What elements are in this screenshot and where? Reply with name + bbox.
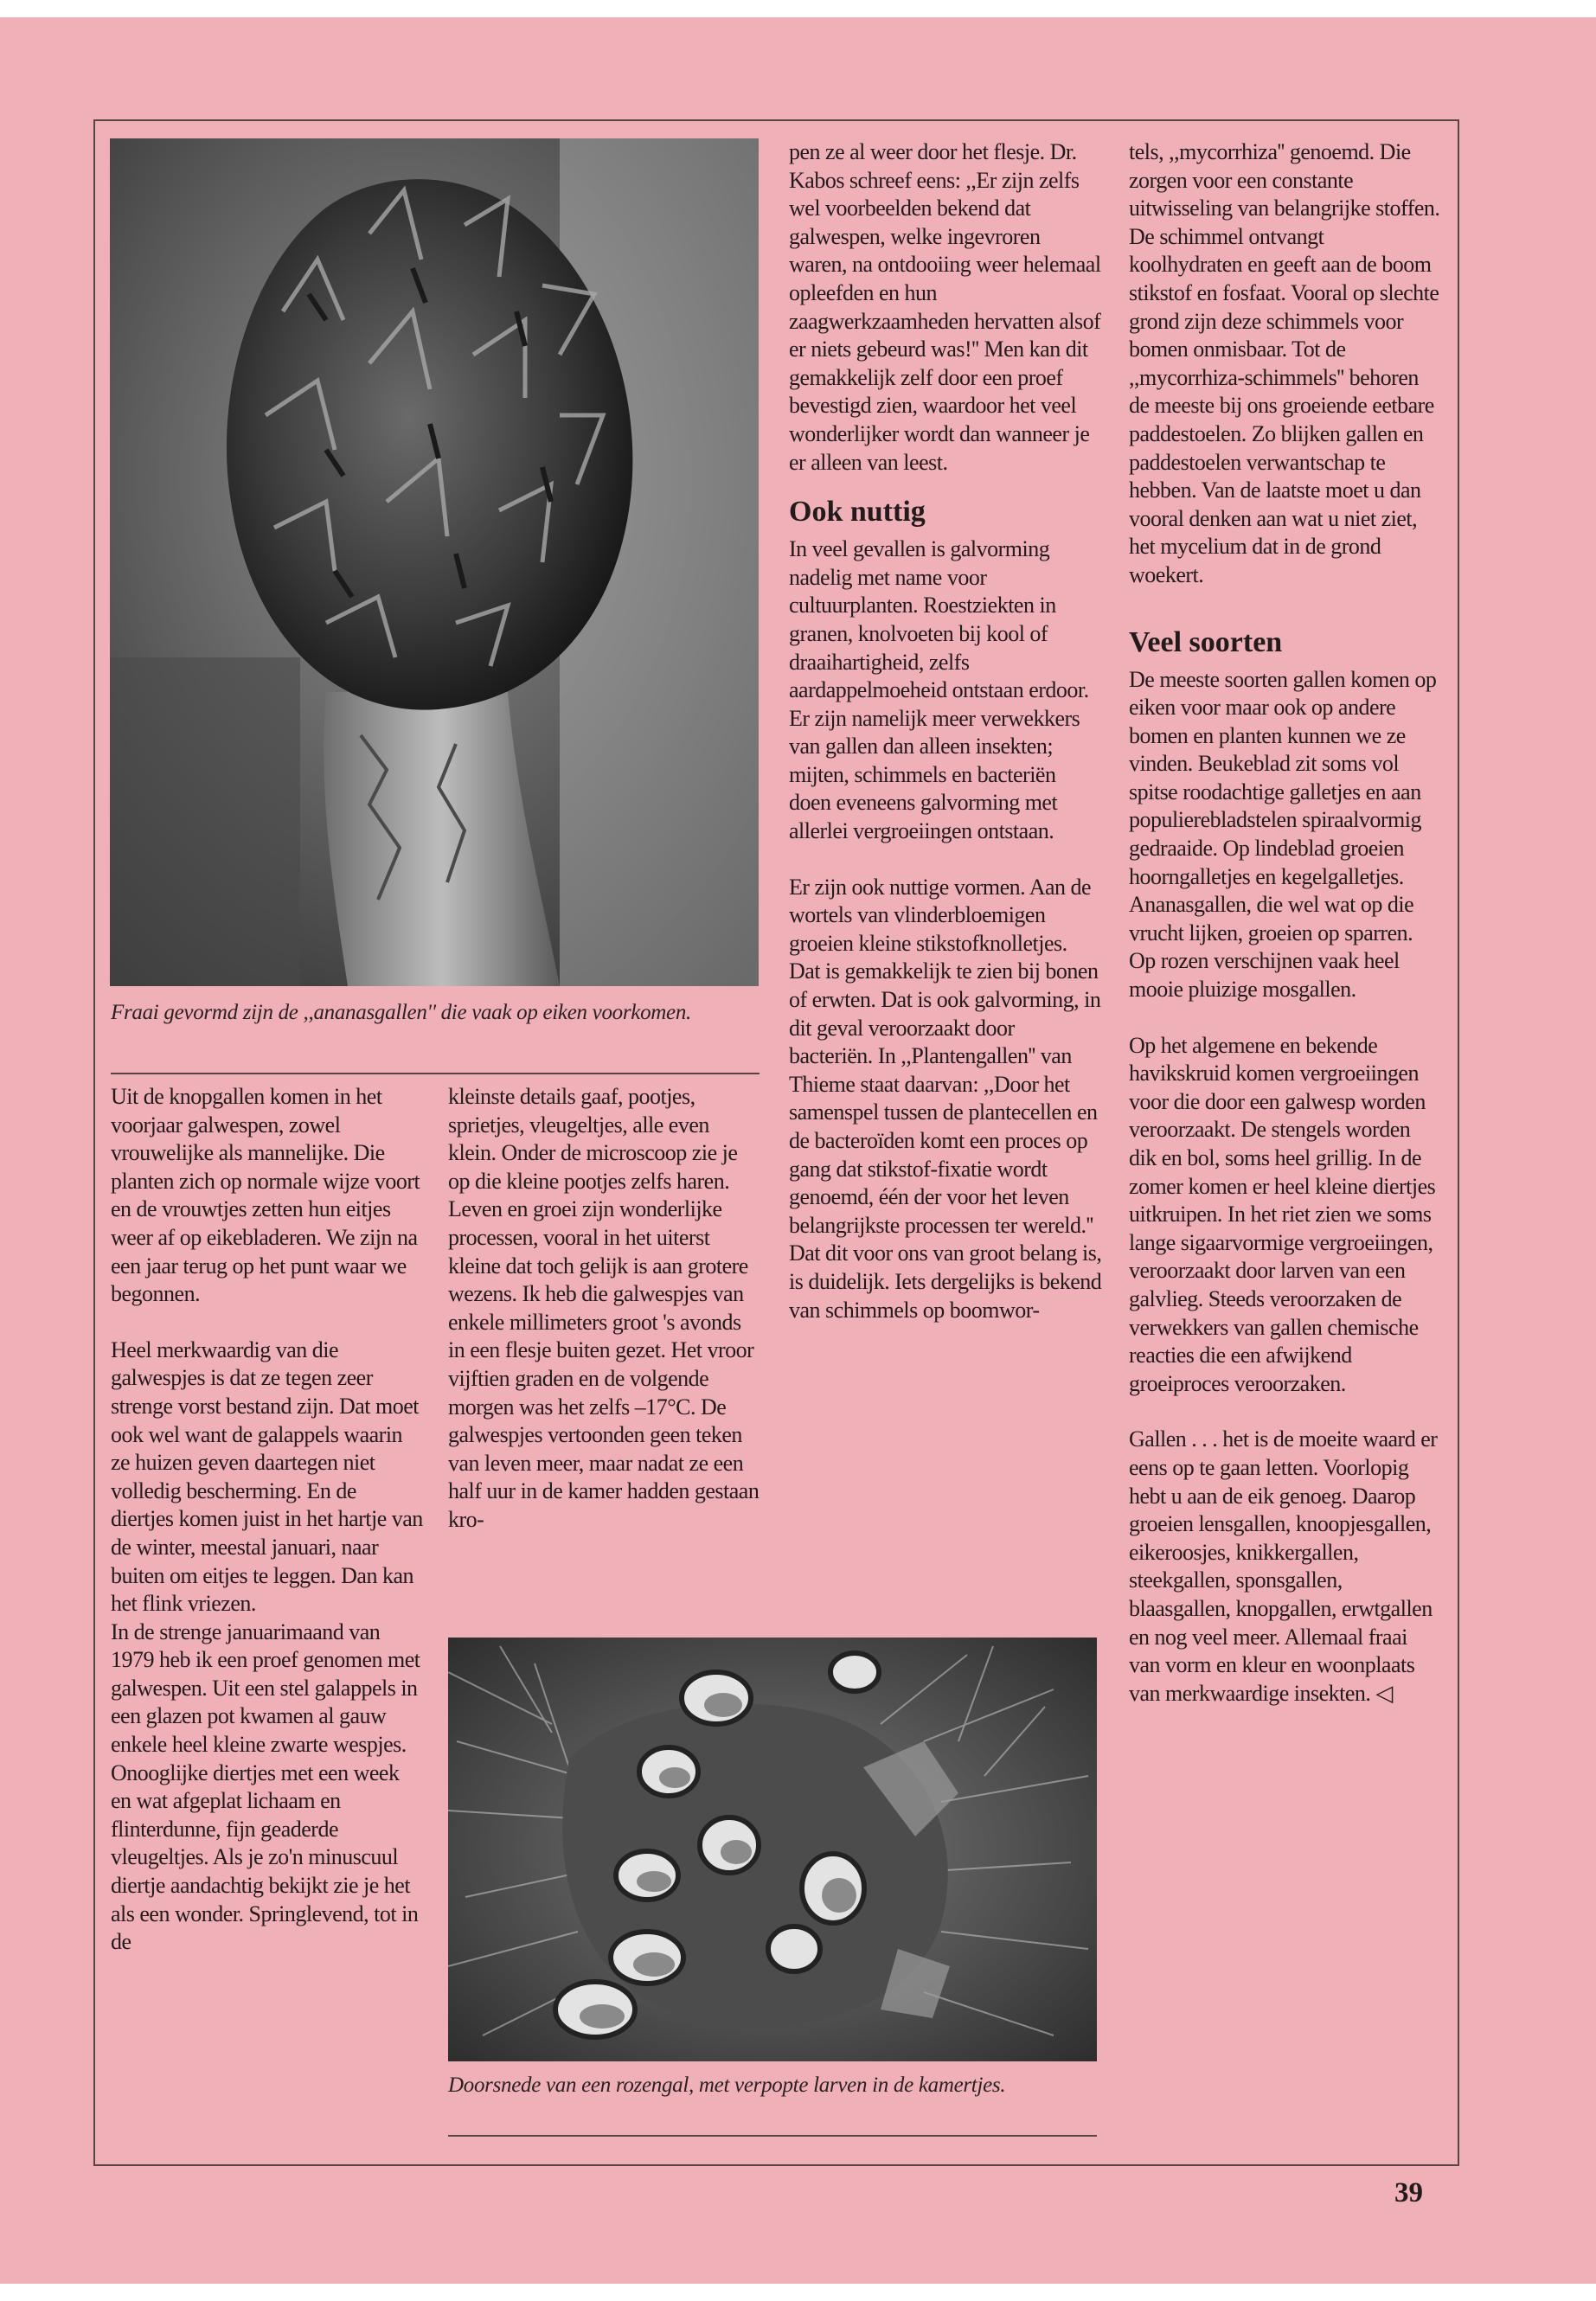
rose-gall-photo	[448, 1638, 1097, 2061]
column-3-paragraph-3: Er zijn ook nuttige vormen. Aan de wortels van vlinderbloemigen groeien kleine stikstofknolletjes. Dat is gemakkelijk te zien bij bonen of erwten. Dat is ook galvorming, in dit geval veroorzaakt door bacteriën. In ,,Plantengallen'' van Thieme staat daarvan: ,,Door het samenspel tussen de plantecellen en de bacteroïden komt een proces op gang dat stikstof-fixatie wordt genoemd, één der voor het leven belangrijkste processen ter wereld.'' Dat dit voor ons van groot belang is, is duidelijk. Iets dergelijks is bekend van schimmels op boomwor-	[789, 874, 1102, 1323]
column-3-paragraph-1: pen ze al weer door het flesje. Dr. Kabos schreef eens: ,,Er zijn zelfs wel voorbeelden bekend dat galwespen, welke ingevroren waren, na ontdooiing weer helemaal opleefden en hun zaagwerkzaamheden hervatten alsof er niets gebeurd was!'' Men kan dit gemakkelijk zelf door een proef bevestigd zien, waardoor het veel wonderlijker wordt dan wanneer je er alleen van leest.	[789, 139, 1101, 475]
rose-gall-image	[448, 1638, 1097, 2061]
column-2-paragraph-1: kleinste details gaaf, pootjes, sprietjes, vleugeltjes, alle even klein. Onder de microscoop zie je op die kleine pootjes zelfs haren. Leven en groei zijn wonderlijke processen, vooral in het uiterst kleine dat toch gelijk is aan grotere wezens. Ik heb die galwespjes van enkele millimeters groot 's avonds in een flesje buiten gezet. Het vroor vijftien graden en de volgende morgen was het zelfs –17°C. De galwespjes vertoonden geen teken van leven meer, maar nadat ze een half uur in de kamer hadden gestaan kro-	[448, 1084, 760, 1532]
column-1-paragraph-2: Heel merkwaardig van die galwespjes is dat ze tegen zeer strenge vorst bestand zijn. Dat moet ook wel want de galappels waarin ze huizen geven daartegen niet volledig bescherming. En de diertjes komen juist in het hartje van de winter, meestal januari, naar buiten om eitjes te leggen. Dan kan het flink vriezen. In de strenge januarimaand van 1979 heb ik een proef genomen met galwespen. Uit een stel galappels in een glazen pot kwamen al gauw enkele heel kleine zwarte wespjes. Onooglijke diertjes met een week en wat afgeplat lichaam en flinterdunne, fijn geaderde vleugeltjes. Als je zo'n minuscuul diertje aandachtig bekijkt zie je het als een wonder. Springlevend, tot in de	[111, 1336, 423, 1955]
top-photo-caption: Fraai gevormd zijn de ,,ananasgallen'' die vaak op eiken voorkomen.	[111, 1001, 691, 1024]
bottom-photo-caption: Doorsnede van een rozengal, met verpopte larven in de kamertjes.	[448, 2073, 1006, 2097]
column-1-paragraph-1: Uit de knopgallen komen in het voorjaar galwespen, zowel vrouwelijke als mannelijke. Die planten zich op normale wijze voort en de vrouwtjes zetten hun eitjes weer af op eikebladeren. We zijn na een jaar terug op het punt waar we begonnen.	[111, 1084, 420, 1307]
column-4-paragraph-4: Gallen . . . het is de moeite waard er eens op te gaan letten. Voorlopig hebt u aan de eik genoeg. Daarop groeien lensgallen, knoopjesgallen, eikeroosjes, knikkergallen, steekgallen, sponsgallen, blaasgallen, knopgallen, erwtgallen en nog veel meer. Allemaal fraai van vorm en kleur en woonplaats van merkwaardige insekten. ◁	[1129, 1426, 1438, 1706]
column-1	[111, 1083, 424, 1957]
column-3	[789, 138, 1102, 1324]
column-4-paragraph-1: tels, ,,mycorrhiza'' genoemd. Die zorgen voor een constante uitwisseling van belangrijke stoffen. De schimmel ontvangt koolhydraten en geeft aan de boom stikstof en fosfaat. Vooral op slechte grond zijn deze schimmels voor bomen onmisbaar. Tot de ,,mycorrhiza-schimmels'' behoren de meeste bij ons groeiende eetbare paddestoelen. Zo blijken gallen en paddestoelen verwantschap te hebben. Van de laatste moet u dan vooral denken aan wat u niet ziet, het mycelium dat in de grond woekert.	[1129, 139, 1440, 587]
section-heading-ook-nuttig: Ook nuttig	[789, 496, 926, 529]
column-4-paragraph-2: De meeste soorten gallen komen op eiken voor maar ook op andere bomen en planten kunnen we ze vinden. Beukeblad zit soms vol spitse roodachtige galletjes en aan populierebladstelen spiraalvormig gedraaide. Op lindeblad groeien hoorngalletjes en kegelgalletjes. Ananasgallen, die wel wat op die vrucht lijken, groeien op sparren. Op rozen verschijnen vaak heel mooie pluizige mosgallen.	[1129, 666, 1437, 1003]
caption-underline-rule	[448, 2135, 1097, 2137]
section-heading-veel-soorten: Veel soorten	[1129, 625, 1283, 658]
column-4	[1129, 138, 1442, 1708]
column-divider-rule	[111, 1073, 760, 1074]
magazine-page	[0, 17, 1596, 2284]
pineapple-gall-image	[110, 138, 759, 986]
column-3-paragraph-2: In veel gevallen is galvorming nadelig met name voor cultuurplanten. Roestziekten in granen, knolvoeten bij kool of draaihartigheid, zelfs aardappelmoeheid ontstaan erdoor. Er zijn namelijk meer verwekkers van gallen dan alleen insekten; mijten, schimmels en bacteriën doen eveneens galvorming met allerlei vergroeiingen ontstaan.	[789, 536, 1089, 844]
pineapple-gall-photo	[110, 138, 759, 986]
column-2	[448, 1083, 761, 1535]
column-4-paragraph-3: Op het algemene en bekende havikskruid komen vergroeiingen voor die door een galwesp worden veroorzaakt. De stengels worden dik en bol, soms heel grillig. In de zomer komen er heel kleine diertjes uitkruipen. In het riet zien we soms lange sigaarvormige vergroeiingen, veroorzaakt door larven van een galvlieg. Steeds veroorzaken de verwekkers van gallen chemische reacties die een afwijkend groeiproces veroorzaken.	[1129, 1032, 1436, 1396]
page-number: 39	[1394, 2177, 1423, 2208]
